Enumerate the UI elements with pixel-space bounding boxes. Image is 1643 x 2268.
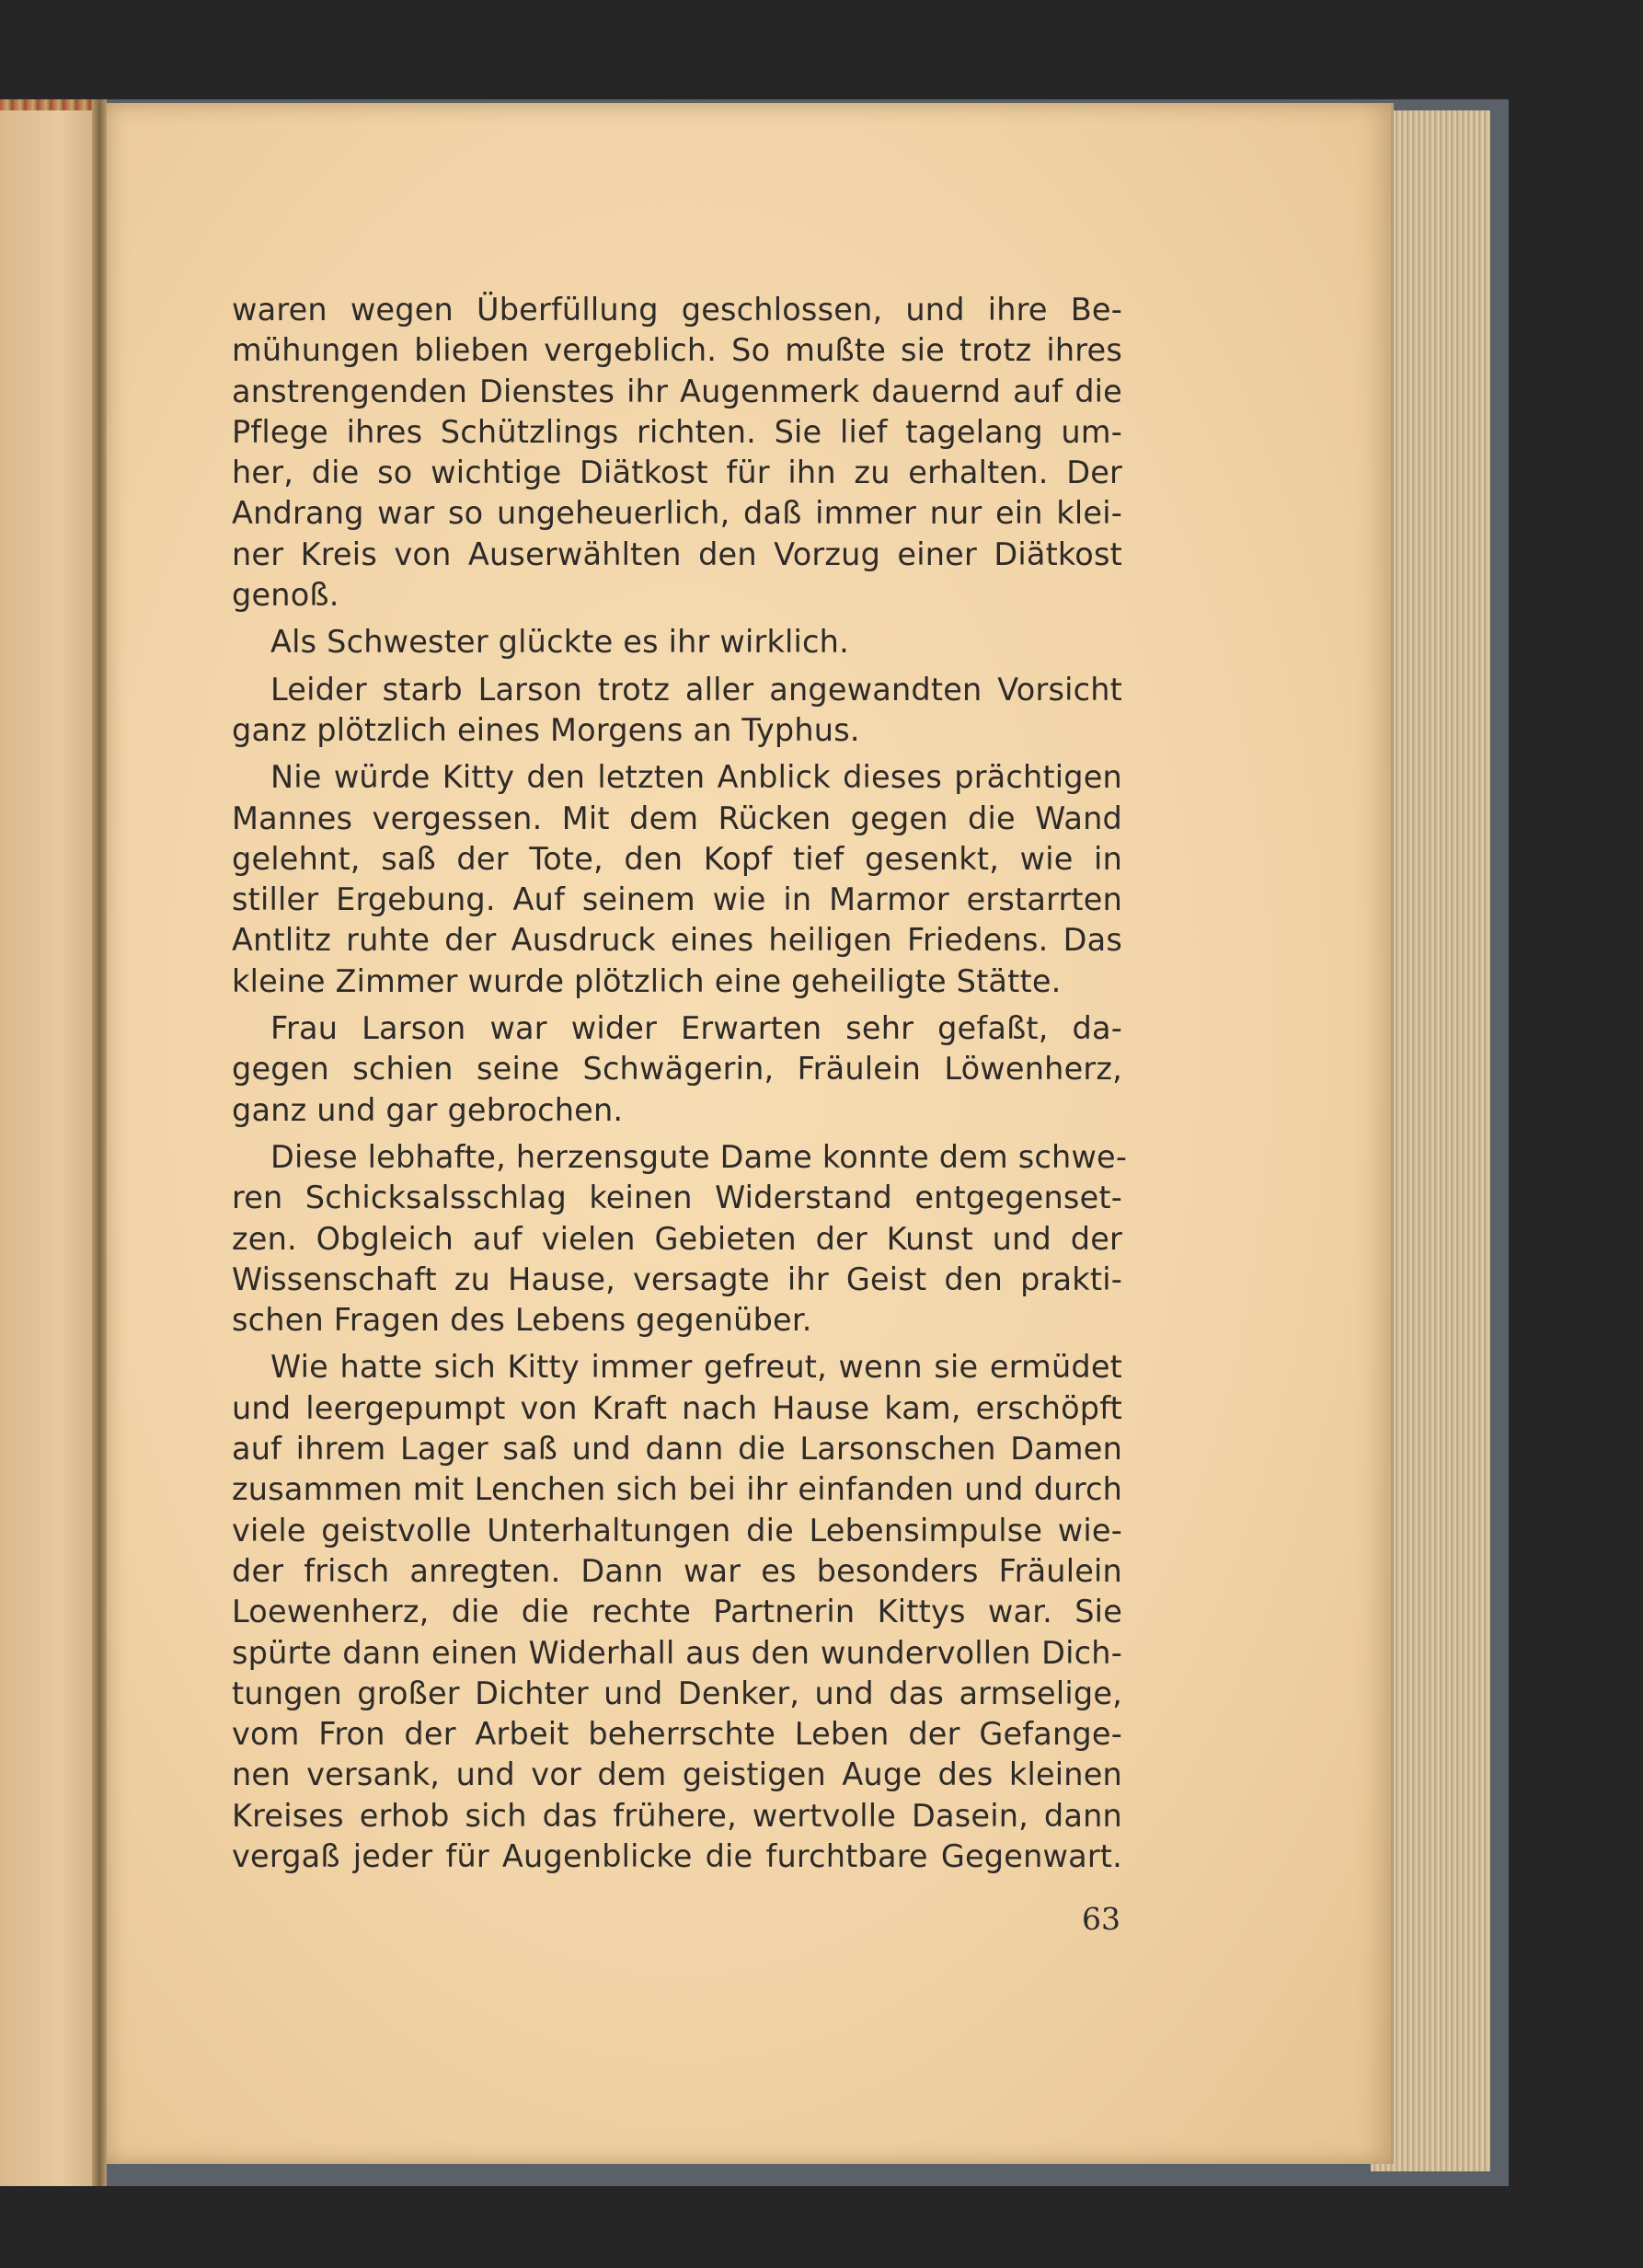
text-line: Leider starb Larson trotz aller angewandten Vorsicht (270, 671, 1122, 708)
paragraph (232, 670, 1122, 752)
book-gutter (92, 99, 107, 2186)
headband (0, 99, 101, 110)
text-line: stiller Ergebung. Auf seinem wie in Marmor erstarrten (232, 881, 1122, 918)
paragraph (232, 1347, 1122, 1877)
paragraph (232, 1137, 1128, 1341)
text-line: mühungen blieben vergeblich. So mußte sie trotz ihres (232, 332, 1122, 369)
paragraph (232, 757, 1122, 1002)
text-line: tungen großer Dichter und Denker, und das armselige, (232, 1675, 1122, 1711)
page-edge-line (1391, 103, 1394, 2164)
text-line: der frisch anregten. Dann war es besonders Fräulein (232, 1552, 1122, 1589)
text-line: Als Schwester glückte es ihr wirklich. (270, 624, 849, 661)
text-line: Andrang war so ungeheuerlich, daß immer nur ein klei- (232, 495, 1122, 532)
text-line: auf ihrem Lager saß und dann die Larsonschen Damen (232, 1431, 1122, 1468)
text-line: her, die so wichtige Diätkost für ihn zu erhalten. Der (232, 455, 1122, 491)
text-line: vergaß jeder für Augenblicke die furchtbare Gegenwart. (232, 1837, 1122, 1874)
text-line: ren Schicksalsschlag keinen Widerstand entgegenset- (232, 1180, 1122, 1216)
page-number: 63 (1082, 1901, 1120, 1937)
text-line: zusammen mit Lenchen sich bei ihr einfanden und durch (232, 1471, 1122, 1508)
text-line: schen Fragen des Lebens gegenüber. (232, 1302, 812, 1339)
text-line: Pflege ihres Schützlings richten. Sie lief tagelang um- (232, 413, 1122, 450)
text-line: anstrengenden Dienstes ihr Augenmerk dauernd auf die (232, 373, 1122, 409)
text-line: zen. Obgleich auf vielen Gebieten der Kunst und der (232, 1220, 1122, 1257)
text-line: Nie würde Kitty den letzten Anblick dieses prächtigen (270, 759, 1122, 796)
text-line: Mannes vergessen. Mit dem Rücken gegen die Wand (232, 800, 1122, 836)
text-line: ganz und gar gebrochen. (232, 1091, 624, 1128)
text-line: Antlitz ruhte der Ausdruck eines heiligen Friedens. Das (232, 922, 1122, 959)
text-line: Kreises erhob sich das frühere, wertvolle Dasein, dann (232, 1797, 1122, 1834)
paragraph (232, 1008, 1122, 1131)
text-line: gelehnt, saß der Tote, den Kopf tief gesenkt, wie in (232, 840, 1122, 877)
text-line: Diese lebhafte, herzensgute Dame konnte dem schwe- (270, 1138, 1128, 1175)
page-body-text (232, 290, 1128, 1877)
text-line: ganz plötzlich eines Morgens an Typhus. (232, 711, 860, 748)
left-page-strip (0, 99, 101, 2186)
text-line: Loewenherz, die die rechte Partnerin Kittys war. Sie (232, 1594, 1122, 1630)
text-line: nen versank, und vor dem geistigen Auge des kleinen (232, 1756, 1122, 1793)
text-line: ner Kreis von Auserwählten den Vorzug einer Diätkost (232, 535, 1122, 572)
text-line: kleine Zimmer wurde plötzlich eine geheiligte Stätte. (232, 962, 1062, 999)
text-line: genoß. (232, 577, 339, 614)
text-line: spürte dann einen Widerhall aus den wundervollen Dich- (232, 1634, 1122, 1671)
text-line: Wissenschaft zu Hause, versagte ihr Geist den prakti- (232, 1261, 1122, 1297)
text-line: gegen schien seine Schwägerin, Fräulein Löwenherz, (232, 1051, 1122, 1088)
paragraph (232, 622, 1122, 662)
text-line: vom Fron der Arbeit beherrschte Leben der Gefange- (232, 1716, 1122, 1753)
paragraph (232, 290, 1122, 616)
text-line: Frau Larson war wider Erwarten sehr gefaßt, da- (270, 1010, 1122, 1047)
text-line: viele geistvolle Unterhaltungen die Lebensimpulse wie- (232, 1512, 1122, 1548)
text-line: Wie hatte sich Kitty immer gefreut, wenn sie ermüdet (270, 1349, 1122, 1386)
text-line: und leergepumpt von Kraft nach Hause kam, erschöpft (232, 1389, 1122, 1426)
text-line: waren wegen Überfüllung geschlossen, und ihre Be- (232, 292, 1122, 328)
